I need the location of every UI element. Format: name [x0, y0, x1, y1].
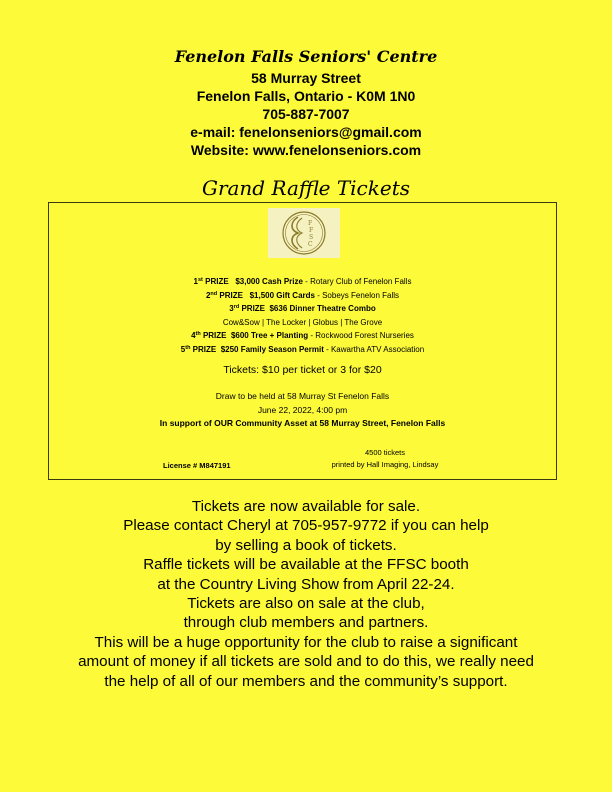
- announcement-line: Tickets are now available for sale.: [191, 498, 421, 515]
- raffle-ticket: [48, 202, 557, 480]
- draw-location: Draw to be held at 58 Murray St Fenelon Falls: [215, 391, 390, 401]
- logo-letter-s: S: [309, 234, 314, 241]
- website-line: Website: www.fenelonseniors.com: [190, 142, 422, 158]
- address-line: 58 Murray Street: [251, 70, 361, 86]
- announcement-line: Please contact Cheryl at 705-957-9772 if you can help: [123, 517, 489, 535]
- email-line: e-mail: fenelonseniors@gmail.com: [190, 124, 422, 140]
- announcement-line: This will be a huge opportunity for the club to raise a significant: [94, 633, 518, 651]
- license-number: License # M847191: [163, 461, 231, 470]
- header-block: [0, 46, 612, 159]
- phone-line: 705-887-7007: [262, 106, 350, 122]
- prize-list: [49, 275, 556, 357]
- ticket-price: Tickets: $10 per ticket or 3 for $20: [223, 364, 382, 376]
- raffle-title: Grand Raffle Tickets: [201, 176, 411, 200]
- prize-1: 1st PRIZE $3,000 Cash Prize - Rotary Club of Fenelon Falls: [193, 277, 412, 286]
- ffsc-logo-icon: [268, 208, 340, 258]
- prize-4: 4th PRIZE $600 Tree + Planting - Rockwood Forest Nurseries: [191, 331, 414, 341]
- announcement-line: Tickets are also on sale at the club,: [187, 595, 425, 613]
- printer-credit: printed by Hall Imaging, Lindsay: [331, 460, 439, 469]
- org-name: Fenelon Falls Seniors' Centre: [174, 47, 438, 66]
- support-line: In support of OUR Community Asset at 58 Murray Street, Fenelon Falls: [159, 418, 446, 428]
- ticket-count: 4500 tickets: [364, 448, 406, 457]
- announcement-line: amount of money if all tickets are sold and to do this, we really need: [78, 653, 534, 671]
- ffsc-logo: [268, 208, 340, 258]
- prize-5: 5th PRIZE $250 Family Season Permit - Kawartha ATV Association: [180, 344, 425, 354]
- announcement-line: through club members and partners.: [183, 614, 429, 632]
- prize-3: 3rd PRIZE $636 Dinner Theatre Combo: [229, 304, 376, 314]
- announcement-text: [0, 497, 612, 691]
- draw-info: [49, 390, 556, 431]
- announcement-line: by selling a book of tickets.: [215, 536, 397, 554]
- announcement-line: Raffle tickets will be available at the FFSC booth: [143, 556, 469, 574]
- logo-letter-f1: F: [308, 220, 313, 227]
- announcement-line: the help of all of our members and the community’s support.: [104, 672, 508, 690]
- city-line: Fenelon Falls, Ontario - K0M 1N0: [196, 88, 416, 104]
- prize-3-detail: Cow&Sow | The Locker | Globus | The Grove: [222, 317, 383, 327]
- draw-date: June 22, 2022, 4:00 pm: [257, 404, 348, 415]
- prize-2: 2nd PRIZE $1,500 Gift Cards - Sobeys Fenelon Falls: [205, 290, 400, 300]
- logo-letter-c: C: [308, 241, 313, 248]
- announcement-line: at the Country Living Show from April 22-24.: [157, 575, 455, 593]
- logo-letter-f2: F: [309, 227, 314, 234]
- print-info: [315, 447, 455, 471]
